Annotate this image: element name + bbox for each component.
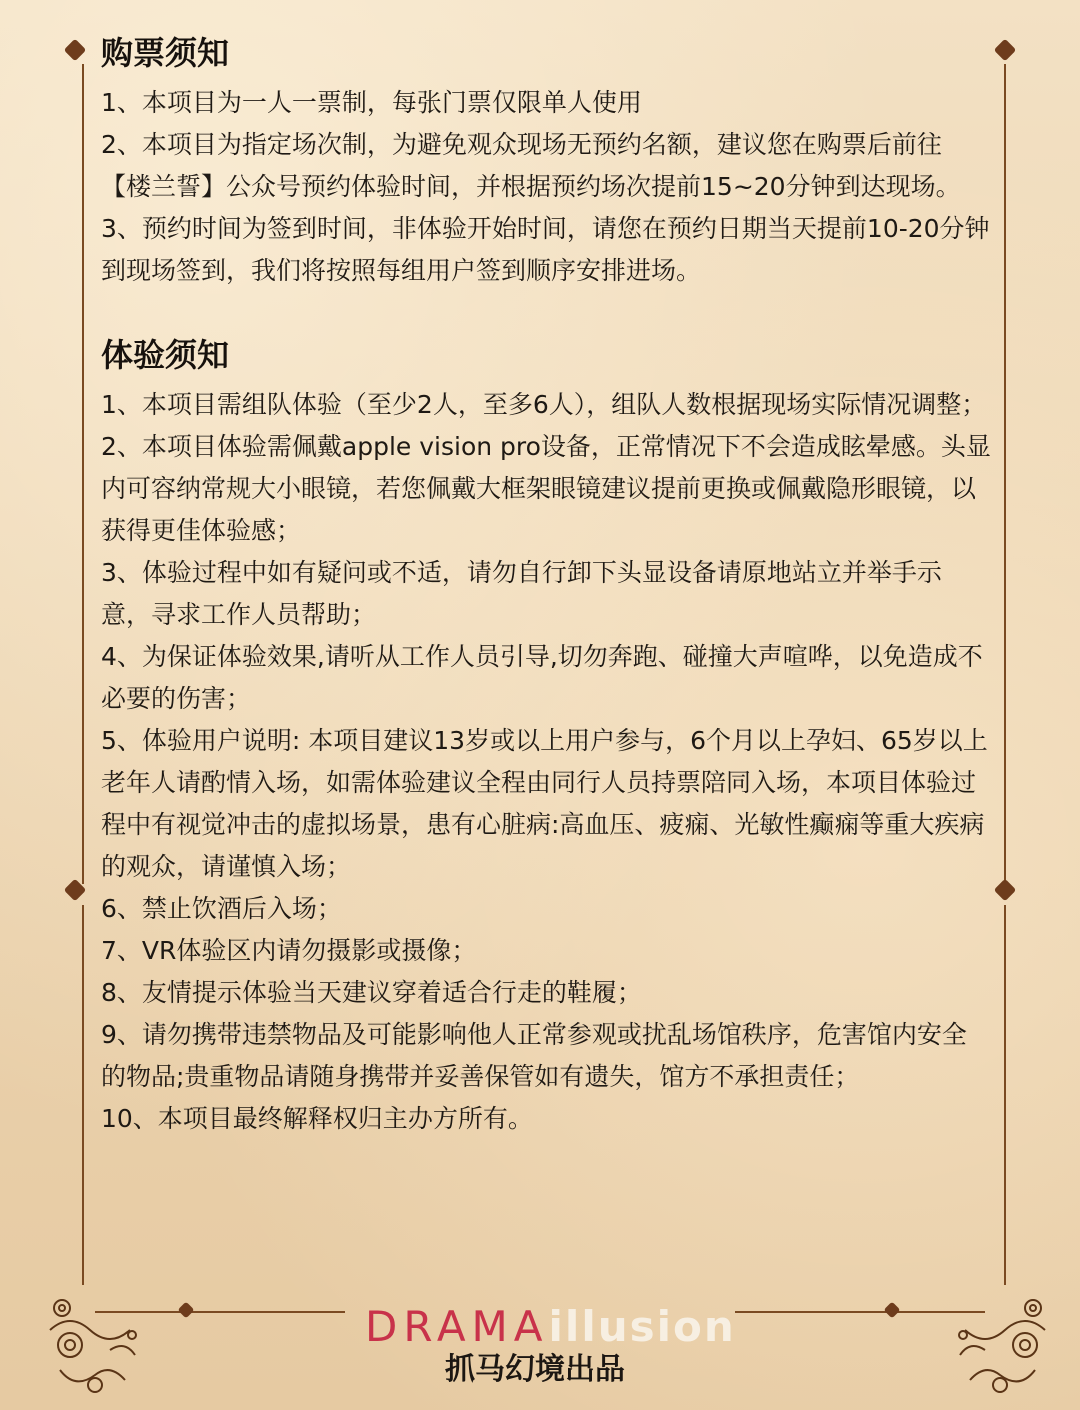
brand-subtitle: 抓马幻境出品 [445, 1352, 625, 1387]
experience-item-5: 5、体验用户说明: 本项目建议13岁或以上用户参与，6个月以上孕妇、65岁以上老年人请酌情入场，如需体验建议全程由同行人员持票陪同入场，本项目体验过程中有视觉冲击的虚拟场景，患有心脏病:高血压、疲痫、光敏性癫痫等重大疾病的观众，请谨慎入场； [101, 726, 988, 881]
diamond-ornament-bottom-right [884, 1302, 901, 1319]
experience-item-3: 3、体验过程中如有疑问或不适，请勿自行卸下头显设备请原地站立并举手示意，寻求工作人员帮助； [101, 558, 942, 629]
brand-logo [365, 1302, 736, 1351]
brand-logo-illusion: illusion [548, 1302, 736, 1351]
ticket-item-2: 2、本项目为指定场次制，为避免观众现场无预约名额，建议您在购票后前往【楼兰誓】公众号预约体验时间，并根据预约场次提前15~20分钟到达现场。 [101, 130, 961, 201]
experience-item-8: 8、友情提示体验当天建议穿着适合行走的鞋履； [101, 978, 642, 1007]
frame-line-right [1004, 64, 1006, 884]
ticket-item-3: 3、预约时间为签到时间，非体验开始时间，请您在预约日期当天提前10-20分钟到现场签到，我们将按照每组用户签到顺序安排进场。 [101, 214, 990, 285]
diamond-ornament-top-left [64, 39, 87, 62]
diamond-ornament-mid-right [994, 879, 1017, 902]
experience-item-9: 9、请勿携带违禁物品及可能影响他人正常参观或扰乱场馆秩序，危害馆内安全的物品;贵重物品请随身携带并妥善保管如有遗失，馆方不承担责任； [101, 1020, 967, 1091]
ticket-item-1: 1、本项目为一人一票制，每张门票仅限单人使用 [101, 88, 642, 117]
section-title-experience: 体验须知 [101, 336, 230, 374]
frame-line-left-lower [82, 905, 84, 1285]
diamond-ornament-top-right [994, 39, 1017, 62]
notice-content [101, 28, 991, 1140]
frame-line-left [82, 64, 84, 884]
flourish-bottom-left-icon [40, 1290, 160, 1400]
section-title-ticket: 购票须知 [101, 34, 230, 72]
brand-logo-drama: DRAMA [365, 1302, 549, 1351]
experience-item-6: 6、禁止饮酒后入场； [101, 894, 342, 923]
experience-item-1: 1、本项目需组队体验（至少2人，至多6人），组队人数根据现场实际情况调整； [101, 390, 987, 419]
experience-item-10: 10、本项目最终解释权归主办方所有。 [101, 1104, 533, 1133]
experience-item-7: 7、VR体验区内请勿摄影或摄像； [101, 936, 477, 965]
experience-item-4: 4、为保证体验效果,请听从工作人员引导,切勿奔跑、碰撞大声喧哗，以免造成不必要的伤害； [101, 642, 983, 713]
flourish-bottom-right-icon [935, 1290, 1055, 1400]
frame-line-right-lower [1004, 905, 1006, 1285]
experience-item-2: 2、本项目体验需佩戴apple vision pro设备，正常情况下不会造成眩晕感。头显内可容纳常规大小眼镜，若您佩戴大框架眼镜建议提前更换或佩戴隐形眼镜，以获得更佳体验感； [101, 432, 991, 545]
diamond-ornament-bottom-left [178, 1302, 195, 1319]
